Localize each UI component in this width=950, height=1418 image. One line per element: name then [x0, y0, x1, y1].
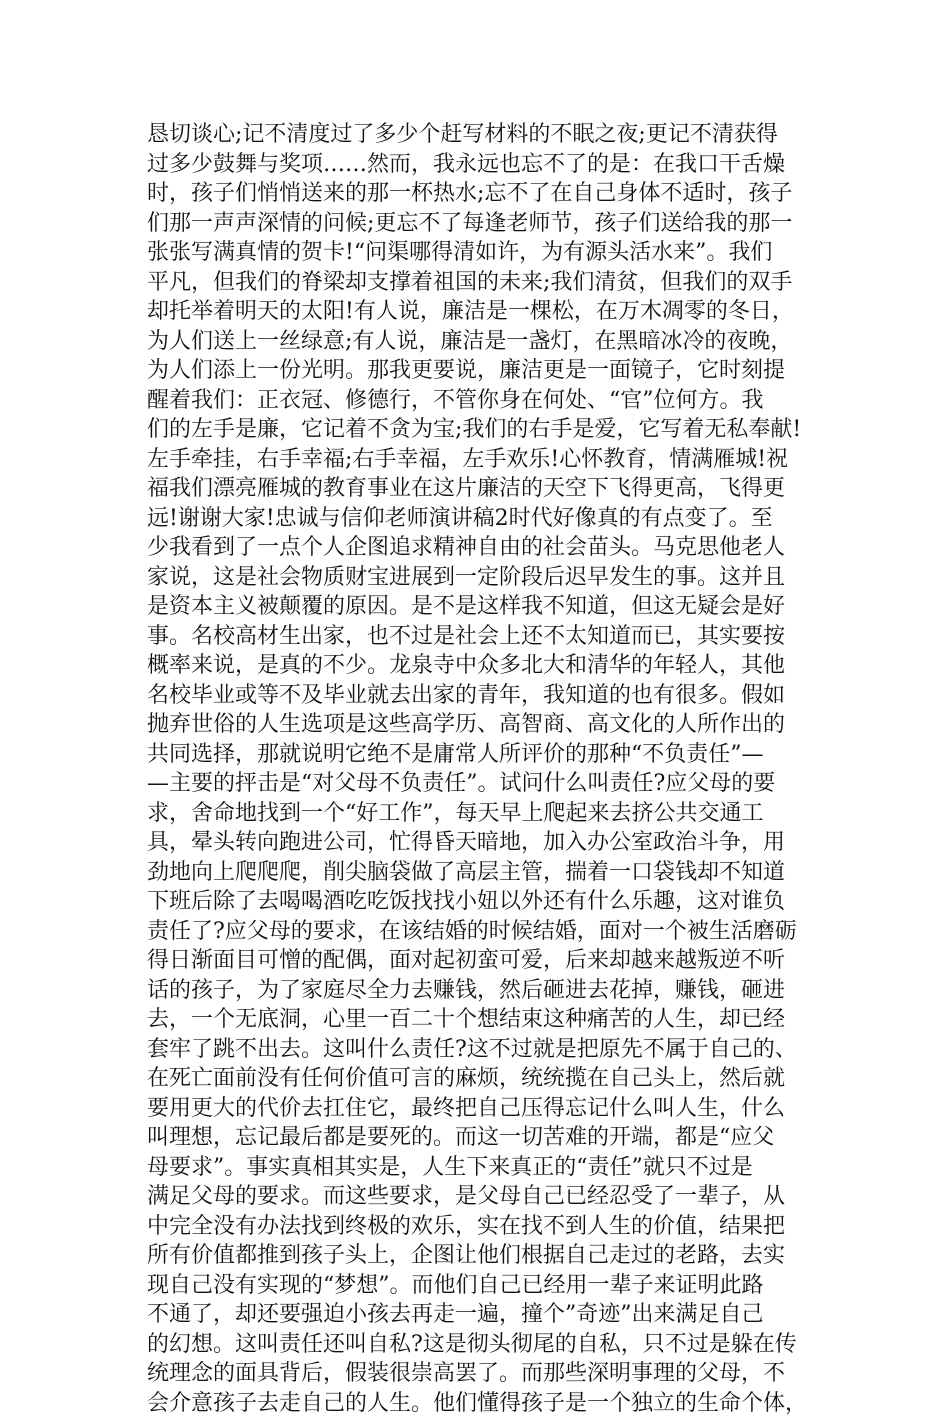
- text-line: 过多少鼓舞与奖项……然而，我永远也忘不了的是：在我口干舌燥: [147, 150, 827, 180]
- text-line: 左手牵挂，右手幸福;右手幸福，左手欢乐!心怀教育，情满雁城!祝: [147, 445, 827, 475]
- text-line: 共同选择，那就说明它绝不是庸常人所评价的那种“不负责任”—: [147, 740, 827, 770]
- text-line: 为人们送上一丝绿意;有人说，廉洁是一盏灯，在黑暗冰冷的夜晚，: [147, 327, 827, 357]
- text-line: 们那一声声深情的问候;更忘不了每逢老师节，孩子们送给我的那一: [147, 209, 827, 239]
- text-line: 责任了?应父母的要求，在该结婚的时候结婚，面对一个被生活磨砺: [147, 917, 827, 947]
- text-line: 话的孩子，为了家庭尽全力去赚钱，然后砸进去花掉，赚钱，砸进: [147, 976, 827, 1006]
- body-text: [147, 120, 827, 1418]
- text-line: 远!谢谢大家!忠诚与信仰老师演讲稿2时代好像真的有点变了。至: [147, 504, 827, 534]
- text-line: 会介意孩子去走自己的人生。他们懂得孩子是一个独立的生命个体，: [147, 1389, 827, 1418]
- text-line: 福我们漂亮雁城的教育事业在这片廉洁的天空下飞得更高，飞得更: [147, 474, 827, 504]
- text-line: 具，晕头转向跑进公司，忙得昏天暗地，加入办公室政治斗争，用: [147, 828, 827, 858]
- text-line: 们的左手是廉，它记着不贪为宝;我们的右手是爱，它写着无私奉献!: [147, 415, 827, 445]
- text-line: 叫理想，忘记最后都是要死的。而这一切苦难的开端，都是“应父: [147, 1123, 827, 1153]
- text-line: 统理念的面具背后，假装很崇高罢了。而那些深明事理的父母，不: [147, 1359, 827, 1389]
- text-line: 去，一个无底洞，心里一百二十个想结束这种痛苦的人生，却已经: [147, 1005, 827, 1035]
- text-line: 抛弃世俗的人生选项是这些高学历、高智商、高文化的人所作出的: [147, 710, 827, 740]
- text-line: 母要求”。事实真相其实是，人生下来真正的“责任”就只不过是: [147, 1153, 827, 1183]
- text-line: 事。名校高材生出家，也不过是社会上还不太知道而已，其实要按: [147, 622, 827, 652]
- text-line: 时，孩子们悄悄送来的那一杯热水;忘不了在自己身体不适时，孩子: [147, 179, 827, 209]
- text-line: 家说，这是社会物质财宝进展到一定阶段后迟早发生的事。这并且: [147, 563, 827, 593]
- text-line: 劲地向上爬爬爬，削尖脑袋做了高层主管，揣着一口袋钱却不知道: [147, 858, 827, 888]
- text-line: 张张写满真情的贺卡!“问渠哪得清如许，为有源头活水来”。我们: [147, 238, 827, 268]
- text-line: 套牢了跳不出去。这叫什么责任?这不过就是把原先不属于自己的、: [147, 1035, 827, 1065]
- text-line: 是资本主义被颠覆的原因。是不是这样我不知道，但这无疑会是好: [147, 592, 827, 622]
- text-line: 不通了，却还要强迫小孩去再走一遍，撞个”奇迹”出来满足自己: [147, 1300, 827, 1330]
- text-line: 却托举着明天的太阳!有人说，廉洁是一棵松，在万木凋零的冬日，: [147, 297, 827, 327]
- text-line: 恳切谈心;记不清度过了多少个赶写材料的不眠之夜;更记不清获得: [147, 120, 827, 150]
- text-line: 醒着我们：正衣冠、修德行，不管你身在何处、“官”位何方。我: [147, 386, 827, 416]
- text-line: 平凡，但我们的脊梁却支撑着祖国的未来;我们清贫，但我们的双手: [147, 268, 827, 298]
- text-line: —主要的抨击是“对父母不负责任”。试问什么叫责任?应父母的要: [147, 769, 827, 799]
- text-line: 求，舍命地找到一个“好工作”，每天早上爬起来去挤公共交通工: [147, 799, 827, 829]
- text-line: 要用更大的代价去扛住它，最终把自己压得忘记什么叫人生，什么: [147, 1094, 827, 1124]
- text-line: 中完全没有办法找到终极的欢乐，实在找不到人生的价值，结果把: [147, 1212, 827, 1242]
- text-line: 的幻想。这叫责任还叫自私?这是彻头彻尾的自私，只不过是躲在传: [147, 1330, 827, 1360]
- text-line: 满足父母的要求。而这些要求，是父母自己已经忍受了一辈子，从: [147, 1182, 827, 1212]
- text-line: 所有价值都推到孩子头上，企图让他们根据自己走过的老路，去实: [147, 1241, 827, 1271]
- text-line: 得日渐面目可憎的配偶，面对起初蛮可爱，后来却越来越叛逆不听: [147, 946, 827, 976]
- text-line: 在死亡面前没有任何价值可言的麻烦，统统揽在自己头上，然后就: [147, 1064, 827, 1094]
- text-line: 下班后除了去喝喝酒吃吃饭找找小妞以外还有什么乐趣，这对谁负: [147, 887, 827, 917]
- text-line: 现自己没有实现的“梦想”。而他们自己已经用一辈子来证明此路: [147, 1271, 827, 1301]
- text-line: 少我看到了一点个人企图追求精神自由的社会苗头。马克思他老人: [147, 533, 827, 563]
- text-line: 为人们添上一份光明。那我更要说，廉洁更是一面镜子，它时刻提: [147, 356, 827, 386]
- text-line: 名校毕业或等不及毕业就去出家的青年，我知道的也有很多。假如: [147, 681, 827, 711]
- text-line: 概率来说，是真的不少。龙泉寺中众多北大和清华的年轻人，其他: [147, 651, 827, 681]
